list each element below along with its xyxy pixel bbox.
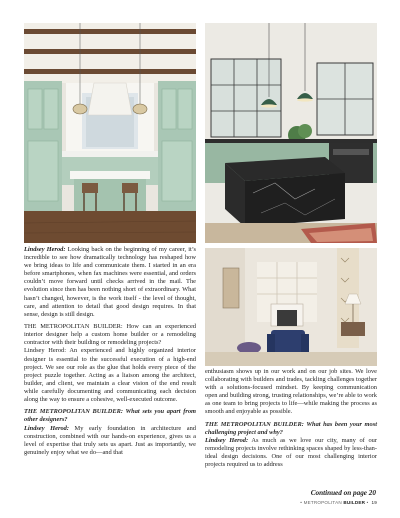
answer-text: As much as we love our city, many of our remodeling projects involve rethinking spaces shaped by less-than-ideal design decisions. One of our most challenging interior projects required us to address bbox=[205, 437, 377, 469]
living-room-illustration bbox=[205, 248, 377, 366]
speaker-name: Lindsey Herod: bbox=[205, 437, 249, 445]
kitchen-photo-right bbox=[205, 23, 377, 243]
paragraph-intro bbox=[24, 246, 196, 319]
article-column-left bbox=[24, 246, 196, 461]
answer-text: An experienced and highly organized interior designer is essential to the successful execution of a high-end project. We see our role as the glue that holds every piece of the project puzzle together. Acting as a liaison among the architect, builder, and client, we maintain a clear vision of the end result while carefully documenting and communicating each decision along the way to ensure a cohesive, well-executed outcome. bbox=[24, 347, 197, 403]
footer-suffix: • bbox=[365, 500, 369, 505]
page-number: 19 bbox=[371, 500, 377, 505]
continued-on-page-link[interactable]: Continued on page 20 bbox=[310, 489, 376, 497]
kitchen-left-illustration bbox=[24, 23, 196, 243]
speaker-name: Lindsey Herod: bbox=[24, 347, 67, 355]
speaker-name: Lindsey Herod: bbox=[24, 246, 66, 253]
question-sets-apart: THE METROPOLITAN BUILDER: What sets you apart from other designers? bbox=[24, 408, 196, 424]
question-challenging-project: THE METROPOLITAN BUILDER: What has been your most challenging project and why? bbox=[205, 420, 377, 436]
speaker-name: Lindsey Herod: bbox=[24, 424, 69, 432]
page-footer bbox=[300, 500, 377, 505]
kitchen-photo-left bbox=[24, 23, 196, 243]
question-builder-help: THE METROPOLITAN BUILDER: How can an experienced interior designer help a custom home builder or a remodeling contractor with their building or remodeling projects? bbox=[24, 323, 196, 347]
living-room-photo bbox=[205, 248, 377, 366]
answer-sets-apart bbox=[24, 425, 196, 457]
answer-text: My early foundation in architecture and construction, combined with our hands-on experience, gives us a level of expertise that truly sets us apart. Just as importantly, we genuinely enjoy what we do—and that bbox=[24, 424, 197, 456]
answer-challenging-project bbox=[205, 437, 377, 469]
footer-brand: BUILDER bbox=[343, 500, 366, 505]
answer-builder-help bbox=[24, 347, 196, 404]
footer-prefix: • METROPOLITAN bbox=[300, 500, 344, 505]
kitchen-right-illustration bbox=[205, 23, 377, 243]
answer-text: Looking back on the beginning of my career, it’s incredible to see how dramatically technology has reshaped how we bring ideas to life and communicate them. I started in an era before smartphones, when fax machines were essential, and orders couldn’t move forward until checks arrived in the mail. The evolution since then has been nothing short of extraordinary. What hasn’t changed, however, is the work itself - the level of thought, care, and attention to detail that good design requires. In that sense, design is still design. bbox=[24, 246, 197, 318]
article-column-right bbox=[205, 368, 377, 474]
paragraph-continued: enthusiasm shows up in our work and on our job sites. We love collaborating with builders and trades, tackling challenges together with a solutions-focused mindset. By keeping communication open and building strong, trusting relationships, we’re able to work as one team to bring projects to life—while making the process as smooth and enjoyable as possible. bbox=[205, 368, 377, 416]
